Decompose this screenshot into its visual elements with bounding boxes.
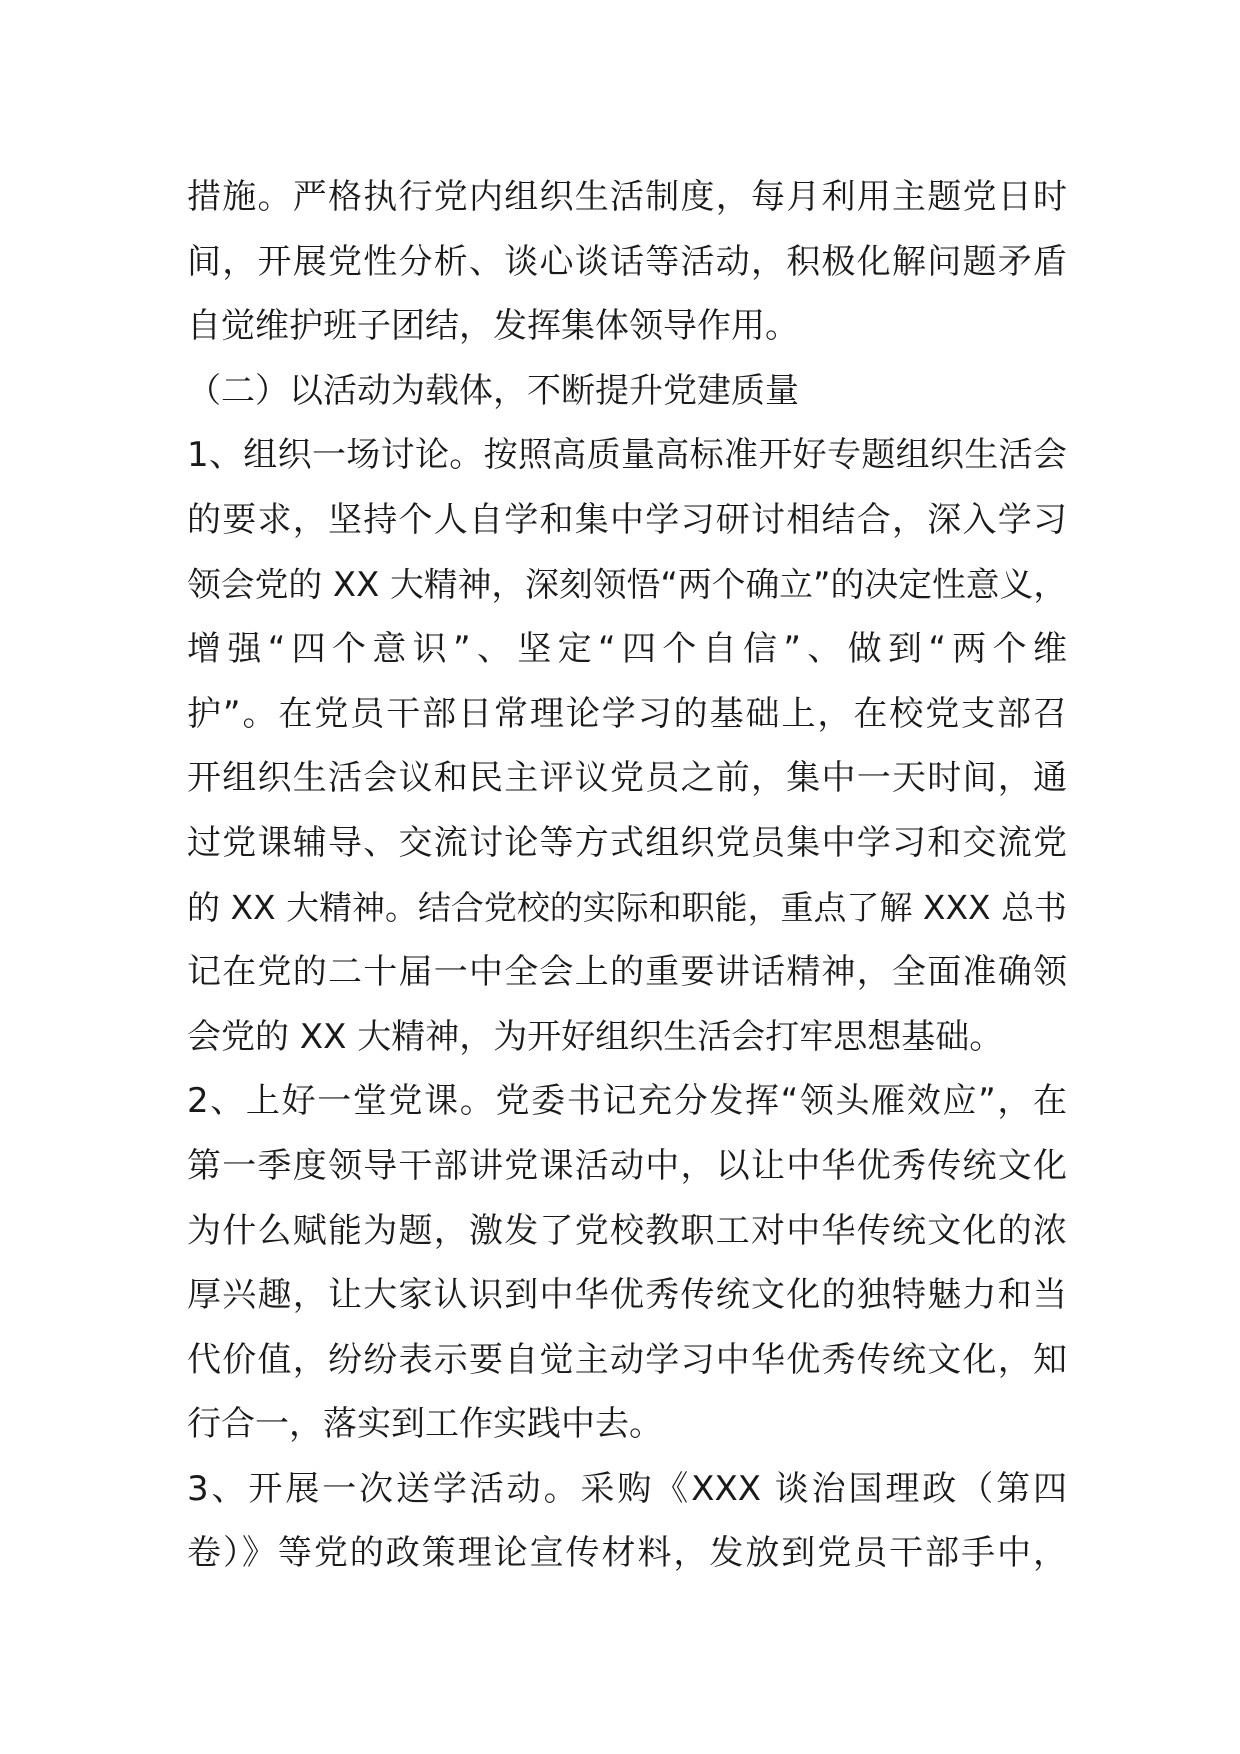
text-line: 为什么赋能为题，激发了党校教职工对中华传统文化的浓 — [187, 1210, 1067, 1251]
text-line: 护”。在党员干部日常理论学习的基础上，在校党支部召 — [187, 693, 1067, 734]
text-line: 行合一，落实到工作实践中去。 — [187, 1404, 663, 1445]
text-line: 卷）》等党的政策理论宣传材料，发放到党员干部手中， — [187, 1533, 1067, 1574]
text-line: 记在党的二十届一中全会上的重要讲话精神，全面准确领 — [187, 952, 1067, 993]
text-line: 2、上好一堂党课。党委书记充分发挥“领头雁效应”，在 — [187, 1081, 1067, 1122]
text-line: 的要求，坚持个人自学和集中学习研讨相结合，深入学习 — [187, 499, 1067, 540]
text-line: 间，开展党性分析、谈心谈话等活动，积极化解问题矛盾 — [187, 241, 1067, 282]
text-line: 第一季度领导干部讲党课活动中，以让中华优秀传统文化 — [187, 1145, 1067, 1186]
text-line: 代价值，纷纷表示要自觉主动学习中华优秀传统文化，知 — [187, 1339, 1067, 1380]
body-text — [187, 165, 1067, 1586]
text-line: 1、组织一场讨论。按照高质量高标准开好专题组织生活会 — [187, 435, 1067, 476]
text-line: 过党课辅导、交流讨论等方式组织党员集中学习和交流党 — [187, 822, 1067, 863]
text-line: 的 XX 大精神。结合党校的实际和职能，重点了解 XXX 总书 — [187, 887, 1067, 927]
text-line: 会党的 XX 大精神，为开好组织生活会打牢思想基础。 — [187, 1016, 1004, 1057]
text-line: 厚兴趣，让大家认识到中华优秀传统文化的独特魅力和当 — [187, 1275, 1067, 1316]
text-line: 增强“四个意识”、坚定“四个自信”、做到“两个维 — [187, 629, 1067, 670]
text-line: 开组织生活会议和民主评议党员之前，集中一天时间，通 — [187, 758, 1067, 799]
text-line: 领会党的 XX 大精神，深刻领悟“两个确立”的决定性意义， — [187, 564, 1068, 604]
text-line: 3、开展一次送学活动。采购《XXX 谈治国理政（第四 — [187, 1468, 1067, 1509]
section-heading: （二）以活动为载体，不断提升党建质量 — [187, 370, 799, 411]
text-line: 自觉维护班子团结，发挥集体领导作用。 — [187, 306, 799, 347]
text-line: 措施。严格执行党内组织生活制度，每月利用主题党日时 — [187, 177, 1067, 217]
